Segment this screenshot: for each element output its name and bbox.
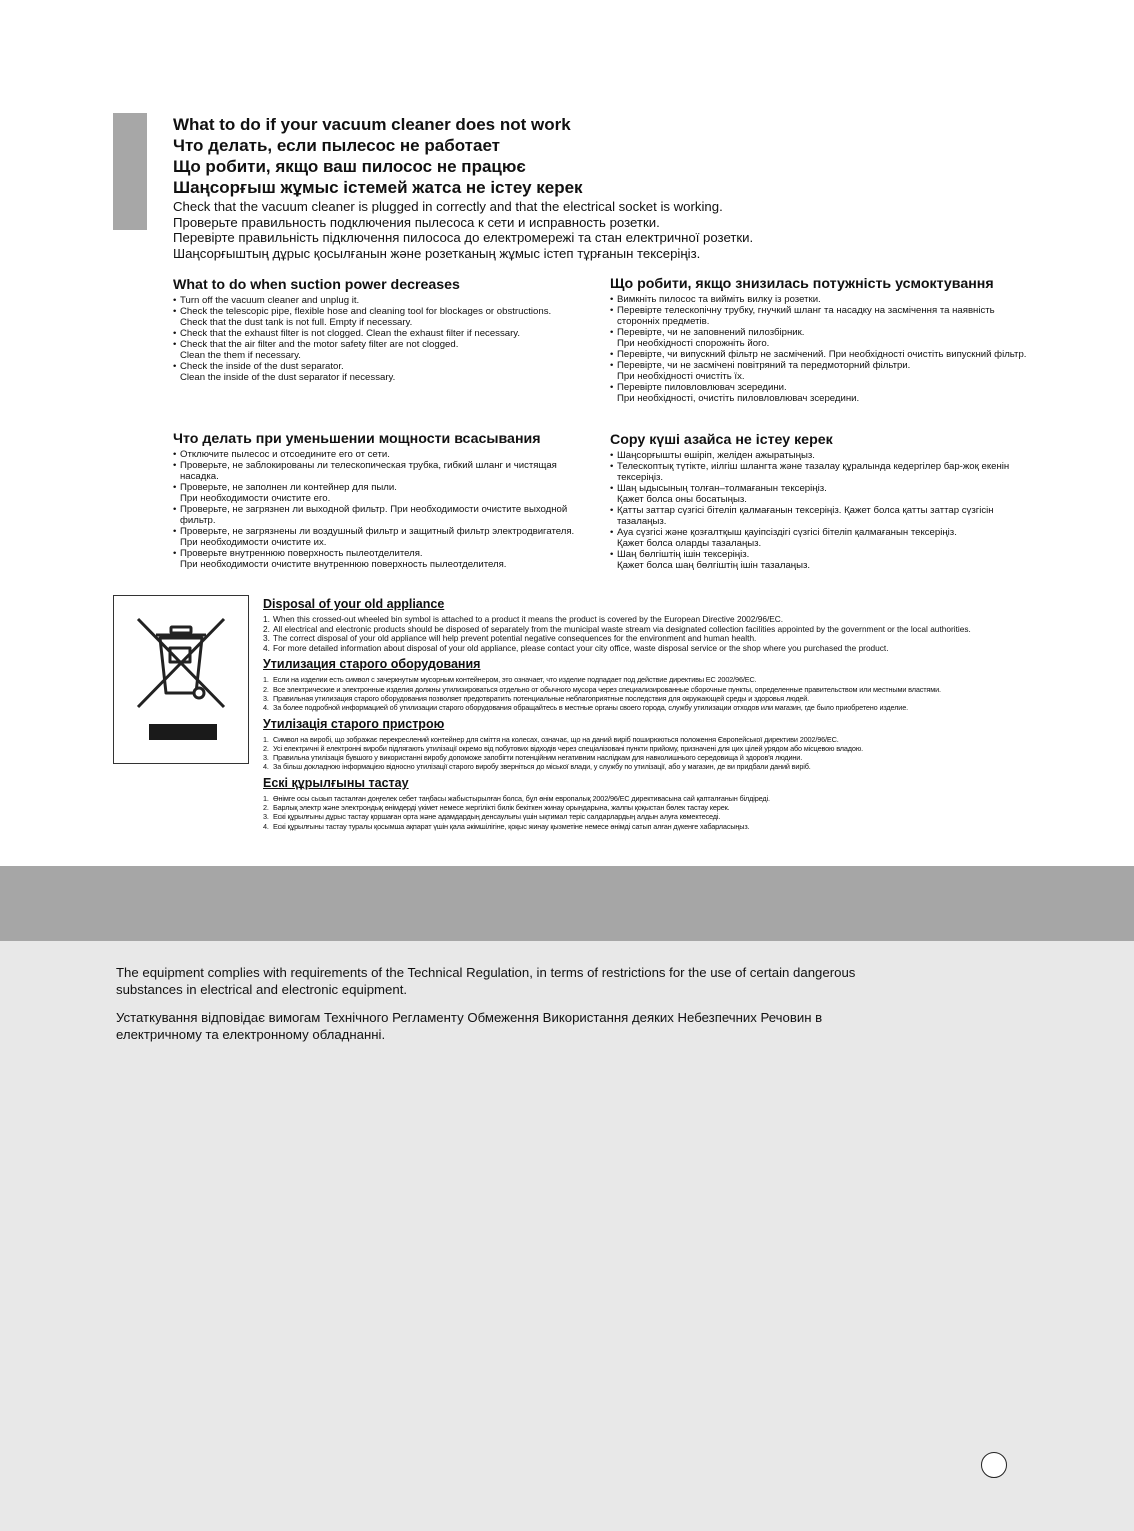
list-item: • Вимкніть пилосос та вийміть вилку із розетки. [610, 294, 821, 305]
suction-title-kk: Сору күші азайса не істеу керек [610, 432, 833, 448]
list-item: 2. Все электрические и электронные изделия должны утилизироваться отдельно от обычного мусора через специализированные сборочные пункты, определенные правительством или местными властями. [263, 684, 941, 694]
list-item: • Check that the exhaust filter is not clogged. Clean the exhaust filter if necessary. [173, 328, 521, 339]
list-item: 2. All electrical and electronic products should be disposed of separately from the municipal waste stream via designated collection facilities appointed by the government or the local authorities. [263, 623, 971, 634]
list-item: • Check the inside of the dust separator. Clean the inside of the dust separator if necessary. [173, 361, 396, 383]
list-item: • Шаң ыдысының толған–толмағанын тексеріңіз. Қажет болса оны босатыңыз. [610, 483, 827, 505]
list-item: • Қатты заттар сүзгісі бітеліп қалмағанын тексеріңіз. Қажет болса қатты заттар сүзгісін тазалаңыз. [610, 505, 994, 527]
list-item: • Перевірте, чи не засмічені повітряний та передмоторний фільтри. При необхідності очистіть їх. [610, 360, 911, 382]
disposal-list-uk [263, 735, 1023, 772]
list-item: 3. The correct disposal of your old appliance will help prevent potential negative consequences for the environment and human health. [263, 633, 757, 644]
list-item: 2. Усі електричні й електронні вироби підлягають утилізації окремо від побутових відходів через спеціалізовані пункти прийому, призначені для цих цілей урядом або місцевою владою. [263, 743, 864, 753]
suction-title-ru: Что делать при уменьшении мощности всасывания [173, 431, 541, 447]
suction-list-ru [173, 449, 598, 570]
suction-section-en [173, 277, 598, 383]
list-item: • Check that the air filter and the motor safety filter are not clogged. Clean the them if necessary. [173, 339, 459, 361]
list-item: 1. Символ на виробі, що зображає перекреслений контейнер для сміття на колесах, означає, що на даний виріб поширюються положення Європейської директиви 2002/96/EC. [263, 734, 839, 744]
list-item: • Ауа сүзгісі және қозғалтқыш қауіпсіздігі сүзгісі бітеліп қалмағанын тексеріңіз. Қажет болса оларды тазалаңыз. [610, 527, 957, 549]
list-item: • Проверьте внутреннюю поверхность пылеотделителя. При необходимости очистите внутреннюю поверхность пылеотделителя. [173, 548, 507, 570]
disposal-title-uk: Утилізація старого пристрою [263, 716, 445, 731]
compliance-section [116, 964, 856, 1054]
compliance-en: The equipment complies with requirements of the Technical Regulation, in terms of restrictions for the use of certain dangerous substances in electrical and electronic equipment. [116, 965, 856, 997]
crossed-out-wheeled-bin-icon [114, 596, 248, 763]
list-item: • Шаңсорғышты өшіріп, желіден ажыратыңыз. [610, 450, 815, 461]
section-side-tab [113, 113, 147, 230]
suction-list-kk [610, 450, 1020, 571]
disposal-section [263, 597, 1023, 835]
list-item: 4. For more detailed information about disposal of your old appliance, please contact your city office, waste disposal service or the shop where you purchased the product. [263, 642, 889, 653]
not-working-section [173, 114, 1073, 261]
disposal-list-kk [263, 794, 1023, 831]
instruction-uk: Перевірте правильність підключення пилососа до електромережі та стан електричної розетки. [173, 230, 754, 245]
list-item: • Перевірте пиловловлювач зсередини. При необхідності, очистіть пиловловлювач зсередини. [610, 382, 860, 404]
list-item: 4. За более подробной информацией об утилизации старого оборудования обращайтесь в местные органы своего города, службу утилизации отходов или магазин, где было приобретено изделие. [263, 703, 909, 713]
list-item: 3. Правильна утилізація бувшого у використанні виробу допоможе запобігти потенційним негативним наслідкам для навколишнього середовища й здоров'я людини. [263, 753, 803, 763]
instruction-ru: Проверьте правильность подключения пылесоса к сети и исправность розетки. [173, 214, 660, 230]
list-item: • Шаң бөлгіштің ішін тексеріңіз. Қажет болса шаң бөлгіштің ішін тазалаңыз. [610, 549, 811, 571]
list-item: • Проверьте, не загрязнены ли воздушный фильтр и защитный фильтр электродвигателя. При необходимости очистите их. [173, 526, 575, 548]
instruction-kk: Шаңсорғыштың дұрыс қосылғанын және розетканың жұмыс істеп тұрғанын тексеріңіз. [173, 245, 701, 261]
list-item: • Check the telescopic pipe, flexible hose and cleaning tool for blockages or obstructions. Check that the dust tank is not full. Empty if necessary. [173, 306, 552, 328]
list-item: 1. Өнімге осы сызып тасталған доңғелек себет таңбасы жабыстырылған болса, бұл өнім европалық 2002/96/EC директивасына сай қапталғанын білдіреді. [263, 793, 770, 803]
heading-en: What to do if your vacuum cleaner does not work [173, 115, 571, 134]
list-item: • Телескоптық түтікте, иілгіш шлангта және тазалау құралында кедергілер бар-жоқ екенін тексеріңіз. [610, 461, 1010, 483]
heading-kk: Шаңсорғыш жұмыс істемей жатса не істеу керек [173, 178, 583, 197]
suction-title-uk: Що робити, якщо знизилась потужність усмоктування [610, 276, 994, 292]
heading-ru: Что делать, если пылесос не работает [173, 136, 501, 155]
list-item: 4. Ескі құрылғыны тастау туралы қосымша ақпарат үшін қала әкімшілігіне, қоқыс жинау қызметіне немесе өнімді сатып алған дүкенге хабарласыңыз. [263, 821, 750, 831]
list-item: • Проверьте, не заполнен ли контейнер для пыли. При необходимости очистите его. [173, 482, 397, 504]
disposal-title-ru: Утилизация старого оборудования [263, 657, 481, 672]
list-item: • Отключите пылесос и отсоедините его от сети. [173, 449, 390, 460]
instruction-en: Check that the vacuum cleaner is plugged in correctly and that the electrical socket is working. [173, 199, 723, 214]
compliance-uk: Устаткування відповідає вимогам Технічного Регламенту Обмеження Використання деяких Небезпечних Речовин в електричному та електронному обладнанні. [116, 1010, 823, 1042]
list-item: 3. Ескі құрылғыны дұрыс тастау қоршаған орта және адамдардың денсаулығы үшін ықтимал теріс салдарлардың алдын алуға көмектеседі. [263, 812, 721, 822]
list-item: • Перевірте, чи не заповнений пилозбірник. При необхідності спорожніть його. [610, 327, 805, 349]
suction-section-uk [610, 276, 1030, 404]
list-item: 1. When this crossed-out wheeled bin symbol is attached to a product it means the product is covered by the European Directive 2002/96/EC. [263, 614, 784, 624]
suction-list-uk [610, 294, 1030, 404]
disposal-list-ru [263, 675, 1023, 712]
list-item: 4. За більш докладною інформацією відносно утилізації старого виробу зверніться до міської влади, у службу по утилізації, або у магазин, де ви придбали даний виріб. [263, 762, 811, 772]
list-item: • Перевірте телескопічну трубку, гнучкий шланг та насадку на засмічення та наявність сторонніх предметів. [610, 305, 995, 327]
list-item: • Turn off the vacuum cleaner and unplug it. [173, 295, 360, 306]
suction-list-en [173, 295, 598, 383]
disposal-title-kk: Ескі құрылғыны тастау [263, 775, 409, 790]
disposal-title-en: Disposal of your old appliance [263, 597, 445, 611]
list-item: 2. Барлық электр және электрондық өнімдерді үкімет немесе жергілікті билік бекіткен жинау орындарына, жалпы қоқыстан бөлек тастау керек. [263, 803, 730, 813]
suction-section-kk [610, 432, 1020, 571]
gray-band [0, 866, 1134, 941]
list-item: 3. Правильная утилизация старого оборудования позволяет предотвратить потенциальные неблагоприятные последствия для окружающей среды и здоровья людей. [263, 693, 810, 703]
list-item: • Проверьте, не заблокированы ли телескопическая трубка, гибкий шланг и чистящая насадка. [173, 460, 557, 482]
list-item: • Проверьте, не загрязнен ли выходной фильтр. При необходимости очистите выходной фильтр. [173, 504, 568, 526]
weee-symbol-box [113, 595, 249, 764]
suction-title-en: What to do when suction power decreases [173, 277, 460, 293]
list-item: • Перевірте, чи випускний фільтр не засмічений. При необхідності очистіть випускний фільтр. [610, 349, 1027, 360]
disposal-list-en [263, 615, 1023, 653]
list-item: 1. Если на изделии есть символ с зачеркнутым мусорным контейнером, это означает, что изделие подпадает под действие директивы ЕС 2002/96/EC. [263, 675, 757, 685]
suction-section-ru [173, 431, 598, 570]
page-number-circle [981, 1452, 1007, 1478]
heading-uk: Що робити, якщо ваш пилосос не працює [173, 157, 526, 176]
